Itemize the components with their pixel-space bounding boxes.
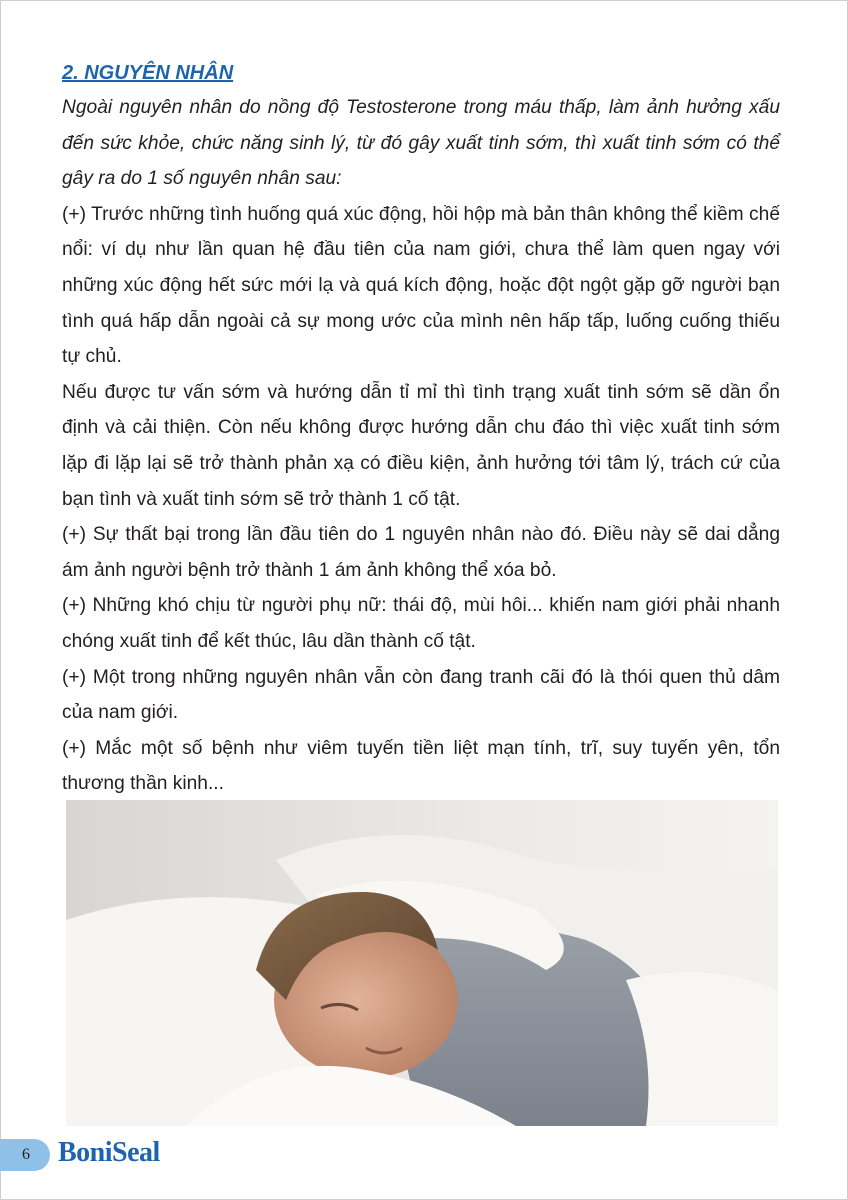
page-number: 6 — [22, 1146, 30, 1163]
intro-paragraph: Ngoài nguyên nhân do nồng độ Testosterone trong máu thấp, làm ảnh hưởng xấu đến sức khỏe, chức năng sinh lý, từ đó gây xuất tinh sớm, thì xuất tinh sớm có thể gây ra do 1 số nguyên nhân sau: — [62, 97, 780, 190]
page-number-tab — [0, 1139, 50, 1171]
cause-paragraph-partner: (+) Những khó chịu từ người phụ nữ: thái độ, mùi hôi... khiến nam giới phải nhanh chóng xuất tinh để kết thúc, lâu dần thành cố tật. — [62, 595, 780, 652]
main-content — [62, 56, 780, 802]
sleeping-man-photo — [66, 800, 778, 1126]
brand-logo: BoniSeal — [58, 1137, 160, 1168]
page-footer — [0, 1137, 160, 1173]
cause-paragraph-habit: (+) Một trong những nguyên nhân vẫn còn đang tranh cãi đó là thói quen thủ dâm của nam giới. — [62, 666, 780, 724]
cause-paragraph-disease: (+) Mắc một số bệnh như viêm tuyến tiền liệt mạn tính, trĩ, suy tuyến yên, tổn thương thần kinh... — [62, 737, 780, 795]
cause-paragraph-first-failure: (+) Sự thất bại trong lần đầu tiên do 1 nguyên nhân nào đó. Điều này sẽ dai dẳng ám ảnh người bệnh trở thành 1 ám ảnh không thể xóa bỏ. — [62, 524, 780, 581]
cause-paragraph-emotion: (+) Trước những tình huống quá xúc động, hồi hộp mà bản thân không thể kiềm chế nổi: ví dụ như lần quan hệ đầu tiên của nam giới, chưa thể làm quen ngay với những xúc động hết sức mới lạ và quá kích động, hoặc đột ngột gặp gỡ người bạn tình quá hấp dẫn ngoài cả sự mong ước của mình nên hấp tấp, luống cuống thiếu tự chủ. — [62, 203, 780, 368]
section-heading: 2. NGUYÊN NHÂN — [62, 62, 234, 84]
advice-paragraph: Nếu được tư vấn sớm và hướng dẫn tỉ mỉ thì tình trạng xuất tinh sớm sẽ dần ổn định và cải thiện. Còn nếu không được hướng dẫn chu đáo thì việc xuất tinh sớm lặp đi lặp lại sẽ trở thành phản xạ có điều kiện, ảnh hưởng tới tâm lý, trách cứ của bạn tình và xuất tinh sớm sẽ trở thành 1 cố tật. — [62, 381, 780, 510]
